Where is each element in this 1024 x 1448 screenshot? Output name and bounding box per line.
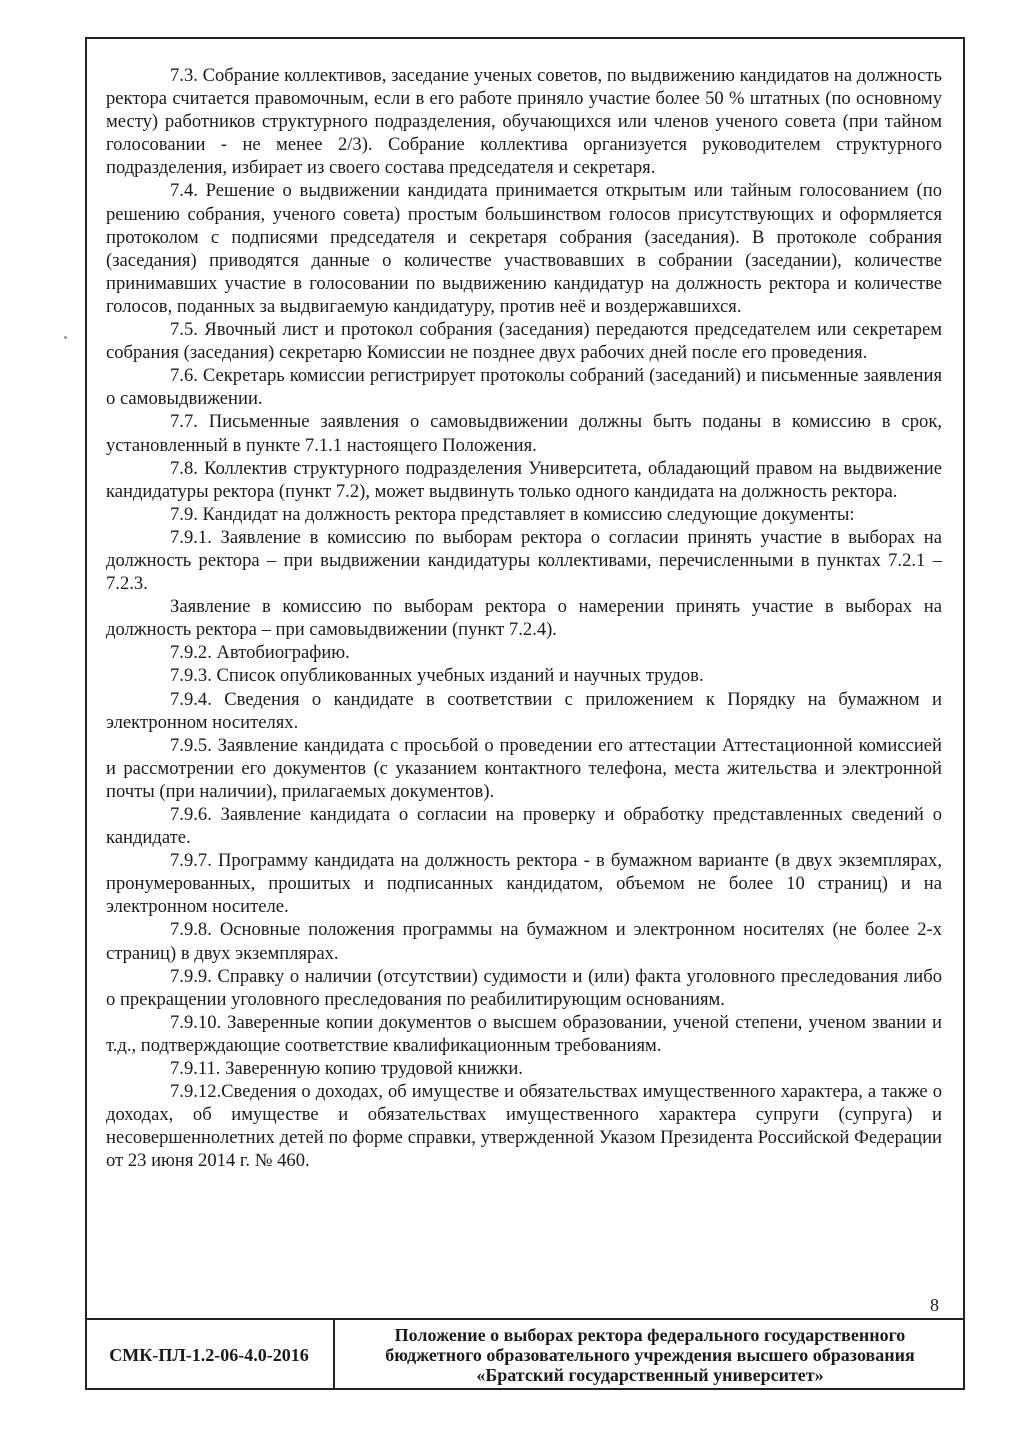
paragraph-7-9-12: 7.9.12.Сведения о доходах, об имуществе и обязательствах имущественного характера, а также о доходах, об имуществе и обязательствах имущественного характера супруги (супруга) и несовершеннолетних детей по форме справки, утвержденной Указом Президента Российской Федерации от 23 июня 2014 г. № 460. <box>106 1081 942 1172</box>
paragraph-7-9-2: 7.9.2. Автобиографию. <box>170 642 350 664</box>
paragraph-7-4: 7.4. Решение о выдвижении кандидата принимается открытым или тайным голосованием (по решению собрания, ученого совета) простым большинством голосов присутствующих и оформляется протоколом с подписями председателя и секретаря собрания (заседания). В протоколе собрания (заседания) приводятся данные о количестве участвовавших в собрании (заседании), количестве принимавших участие в голосовании по выдвижению кандидатур на должность ректора и количестве голосов, поданных за выдвигаемую кандидатуру, против неё и воздержавшихся. <box>106 180 942 317</box>
paragraph-7-9-9: 7.9.9. Справку о наличии (отсутствии) судимости и (или) факта уголовного преследования либо о прекращении уголовного преследования по реабилитирующим основаниям. <box>106 965 942 1010</box>
document-title <box>335 1320 965 1390</box>
paragraph-7-3: 7.3. Собрание коллективов, заседание ученых советов, по выдвижению кандидатов на должность ректора считается правомочным, если в его работе приняло участие более 50 % штатных (по основному месту) работников структурного подразделения, обучающихся или членов ученого совета (при тайном голосовании - не менее 2/3). Собрание коллектива организуется руководителем структурного подразделения, избирает из своего состава председателя и секретаря. <box>106 65 942 179</box>
paragraph-7-9-10: 7.9.10. Заверенные копии документов о высшем образовании, ученой степени, ученом звании и т.д., подтверждающие соответствие квалификационным требованиям. <box>106 1011 942 1056</box>
paragraph-7-7: 7.7. Письменные заявления о самовыдвижении должны быть поданы в комиссию в срок, установленный в пункте 7.1.1 настоящего Положения. <box>106 411 942 456</box>
document-code: СМК-ПЛ-1.2-06-4.0-2016 <box>85 1320 335 1390</box>
document-body <box>106 64 942 1173</box>
paragraph-7-8: 7.8. Коллектив структурного подразделения Университета, обладающий правом на выдвижение кандидатуры ректора (пункт 7.2), может выдвинуть только одного кандидата на должность ректора. <box>106 457 942 502</box>
paragraph-7-9-1: 7.9.1. Заявление в комиссию по выборам ректора о согласии принять участие в выборах на должность ректора – при выдвижении кандидатуры коллективами, перечисленными в пунктах 7.2.1 – 7.2.3. <box>106 526 942 595</box>
paragraph-7-9-5: 7.9.5. Заявление кандидата с просьбой о проведении его аттестации Аттестационной комиссией и рассмотрении его документов (с указанием контактного телефона, места жительства и электронной почты (при наличии), прилагаемых документов). <box>106 734 942 802</box>
paragraph-7-6: 7.6. Секретарь комиссии регистрирует протоколы собраний (заседаний) и письменные заявления о самовыдвижении. <box>106 365 942 410</box>
paragraph-7-5: 7.5. Явочный лист и протокол собрания (заседания) передаются председателем или секретарем собрания (заседания) секретарю Комиссии не позднее двух рабочих дней после его проведения. <box>106 319 942 364</box>
paragraph-7-9: 7.9. Кандидат на должность ректора представляет в комиссию следующие документы: <box>170 503 855 525</box>
paragraph-7-9-6: 7.9.6. Заявление кандидата о согласии на проверку и обработку представленных сведений о кандидате. <box>106 804 942 849</box>
paragraph-7-9-1-self: Заявление в комиссию по выборам ректора о намерении принять участие в выборах на должность ректора – при самовыдвижении (пункт 7.2.4). <box>106 596 942 641</box>
paragraph-7-9-4: 7.9.4. Сведения о кандидате в соответствии с приложением к Порядку на бумажном и электронном носителях. <box>106 688 942 733</box>
page-number: 8 <box>930 1295 939 1315</box>
paragraph-7-9-3: 7.9.3. Список опубликованных учебных изданий и научных трудов. <box>170 665 704 687</box>
document-title-line: Положение о выборах ректора федерального государственного <box>394 1325 906 1345</box>
document-title-line: бюджетного образовательного учреждения высшего образования <box>385 1345 915 1365</box>
document-footer <box>85 1318 965 1390</box>
paragraph-7-9-7: 7.9.7. Программу кандидата на должность ректора - в бумажном варианте (в двух экземплярах, пронумерованных, прошитых и подписанных кандидатом, объемом не более 10 страниц) и на электронном носителе. <box>106 850 942 918</box>
document-title-line: «Братский государственный университет» <box>476 1365 824 1385</box>
paragraph-7-9-8: 7.9.8. Основные положения программы на бумажном и электронном носителях (не более 2-х страниц) в двух экземплярах. <box>106 919 942 964</box>
paragraph-7-9-11: 7.9.11. Заверенную копию трудовой книжки. <box>170 1058 523 1080</box>
scan-speck <box>64 336 67 339</box>
